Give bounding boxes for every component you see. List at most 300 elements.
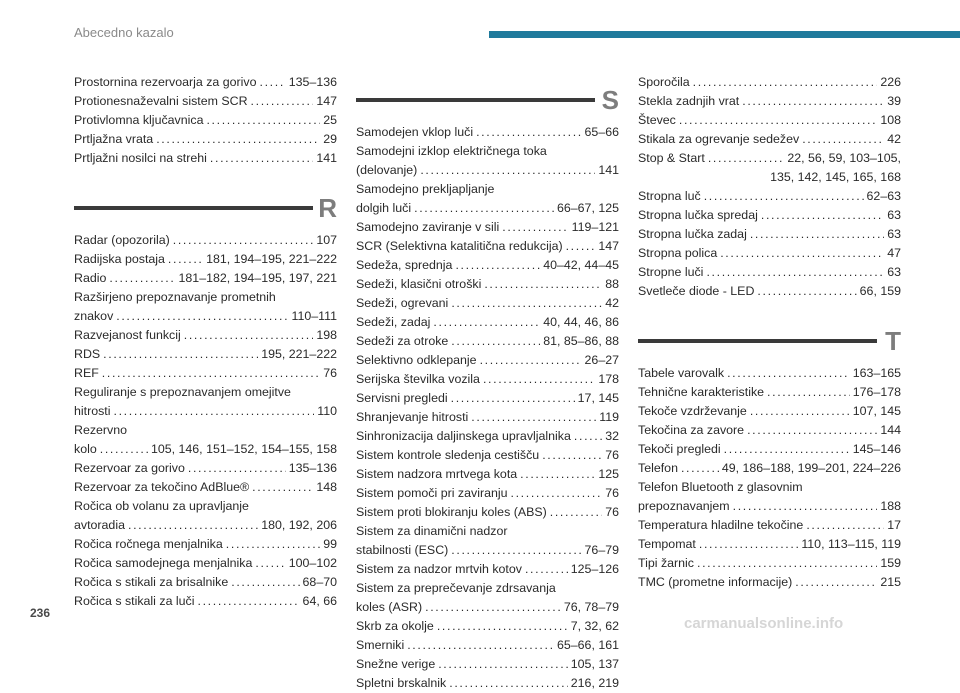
entry-term: Sistem proti blokiranju koles (ABS) [356,505,547,519]
entry-pages: 125 [598,467,619,481]
entry-term: Razširjeno prepoznavanje prometnih [74,290,276,304]
entry-term: dolgih luči [356,201,412,215]
entry-term: Samodejno prekljapljanje [356,182,495,196]
index-entry-line [74,516,337,535]
section-header-r [74,183,337,223]
entry-pages: 125–126 [570,562,619,576]
entry-term: Samodejen vklop luči [356,125,474,139]
leader-dots [198,592,300,611]
entry-pages: 76 [605,448,619,462]
index-entry-line [74,421,337,440]
index-entry-line [356,579,619,598]
entry-term: Radar (opozorila) [74,233,170,247]
entry-term: Sedeži, zadaj [356,315,431,329]
index-entry-line [74,535,337,554]
entry-term: Sedeži, ogrevani [356,296,449,310]
section-letter: T [885,326,901,356]
leader-dots [520,465,595,484]
index-entry-line [74,288,337,307]
index-entry [74,535,337,554]
index-entry [356,636,619,655]
index-entry [356,218,619,237]
entry-pages: 32 [605,429,619,443]
index-entry-line [74,231,337,250]
index-entry-line [356,275,619,294]
leader-dots [511,484,603,503]
index-entry-line [356,446,619,465]
entry-pages: 63 [887,265,901,279]
index-entry [638,459,901,478]
leader-dots [226,535,320,554]
index-entry-line [356,332,619,351]
index-entry-line [356,674,619,693]
entry-term: Serijska številka vozila [356,372,480,386]
section-rule [638,339,877,343]
leader-dots [750,402,850,421]
index-entry [638,478,901,516]
entry-pages: 108 [880,113,901,127]
entry-term: Tekočina za zavore [638,423,745,437]
entry-pages: 99 [323,537,337,551]
entry-pages: 180, 192, 206 [261,518,337,532]
entry-term: Spletni brskalnik [356,676,447,690]
leader-dots [414,199,554,218]
entry-term: Samodejno zaviranje v sili [356,220,500,234]
index-entry-line [356,161,619,180]
index-entry-line [356,294,619,313]
index-entry-line [74,73,337,92]
leader-dots [795,573,877,592]
leader-dots [767,383,850,402]
index-entry-line [356,351,619,370]
leader-dots [574,427,602,446]
index-entry [74,250,337,269]
index-entry-line [356,465,619,484]
entry-term: Sedeži za otroke [356,334,449,348]
entry-pages: 181–182, 194–195, 197, 221 [178,271,337,285]
entry-pages: 226 [880,75,901,89]
entry-term: avtoradia [74,518,125,532]
entry-pages: 105, 146, 151–152, 154–155, 158 [150,442,337,456]
entry-pages: 76 [323,366,337,380]
index-entry-line [638,440,901,459]
index-entry [74,269,337,288]
index-entry-line [638,421,901,440]
entry-term: Sistem pomoči pri zaviranju [356,486,508,500]
leader-dots [451,332,540,351]
entry-term: Shranjevanje hitrosti [356,410,469,424]
index-entry-line [638,282,901,301]
entry-term: Stropna lučka zadaj [638,227,747,241]
page-header-title: Abecedno kazalo [74,25,174,40]
index-entry-line [74,592,337,611]
index-entry [356,142,619,180]
index-entry-line [638,73,901,92]
index-entry-line [638,92,901,111]
index-entry-line [74,250,337,269]
leader-dots [451,389,575,408]
entry-term: Skrb za okolje [356,619,434,633]
entry-term: Ročica samodejnega menjalnika [74,556,253,570]
entry-pages: 40, 44, 46, 86 [543,315,619,329]
index-entry [356,389,619,408]
index-entry-line [356,598,619,617]
entry-pages: 42 [605,296,619,310]
leader-dots [449,674,568,693]
index-entry-line [638,402,901,421]
index-entry [74,111,337,130]
entry-pages: 100–102 [288,556,337,570]
leader-dots [437,617,568,636]
entry-pages: 63 [887,227,901,241]
entry-pages: 105, 137 [570,657,619,671]
index-entry [74,459,337,478]
index-entry [74,573,337,592]
index-entry [74,592,337,611]
leader-dots [116,307,288,326]
index-entry-line [638,364,901,383]
entry-pages: 145–146 [852,442,901,456]
index-entry-line [638,149,901,168]
entry-pages: 42 [887,132,901,146]
section-rule [356,98,595,102]
entry-pages: 135, 142, 145, 165, 168 [770,170,901,184]
section-rule [74,206,313,210]
index-entry [356,427,619,446]
entry-pages: 40–42, 44–45 [543,258,619,272]
leader-dots [252,478,313,497]
entry-term: Rezervno [74,423,128,437]
index-entry [356,313,619,332]
entry-term: prepoznavanjem [638,499,730,513]
index-entry [356,446,619,465]
leader-dots [697,554,877,573]
index-entry [356,484,619,503]
leader-dots [255,554,285,573]
entry-term: Radijska postaja [74,252,165,266]
entry-pages: 159 [880,556,901,570]
watermark: carmanualsonline.info [684,615,844,632]
entry-pages: 195, 221–222 [261,347,337,361]
entry-term: Ročica s stikali za luči [74,594,195,608]
index-entry-line [356,123,619,142]
entry-term: Števec [638,113,676,127]
index-entry-line [74,402,337,421]
index-entry [74,554,337,573]
entry-pages: 66–67, 125 [556,201,619,215]
entry-term: Tekoče vzdrževanje [638,404,747,418]
leader-dots [188,459,286,478]
index-entry-line [74,573,337,592]
entry-term: Sistem za dinamični nadzor [356,524,508,538]
entry-pages: 26–27 [584,353,619,367]
index-entry [638,535,901,554]
leader-dots [566,237,596,256]
index-entry [638,244,901,263]
header-accent-bar [489,31,960,38]
leader-dots [742,92,884,111]
entry-term: Temperatura hladilne tekočine [638,518,804,532]
leader-dots [525,560,568,579]
entry-pages: 107, 145 [852,404,901,418]
entry-term: Razvejanost funkcij [74,328,181,342]
index-entry-line [638,168,901,187]
entry-term: Sporočila [638,75,690,89]
leader-dots [184,326,314,345]
entry-pages: 181, 194–195, 221–222 [206,252,337,266]
entry-term: Sistem nadzora mrtvega kota [356,467,518,481]
index-entry [74,478,337,497]
entry-term: Rezervoar za tekočino AdBlue® [74,480,250,494]
leader-dots [708,149,785,168]
entry-term: Samodejni izklop električnega toka [356,144,547,158]
entry-pages: 110 [317,404,337,418]
entry-pages: 17 [887,518,901,532]
leader-dots [542,446,602,465]
entry-pages: 135–136 [288,461,337,475]
leader-dots [128,516,258,535]
index-entry-line [356,427,619,446]
index-entry-line [74,111,337,130]
index-entry [74,92,337,111]
index-entry-line [356,180,619,199]
leader-dots [206,111,320,130]
index-entry-line [74,554,337,573]
entry-pages: 76, 78–79 [563,600,619,614]
index-entry [356,560,619,579]
entry-term: Sedeži, klasični otroški [356,277,482,291]
entry-term: Svetleče diode - LED [638,284,755,298]
leader-dots [100,440,148,459]
entry-pages: 110, 113–115, 119 [801,537,901,551]
index-entry-line [74,478,337,497]
index-entry-line [356,560,619,579]
index-entry [638,130,901,149]
index-entry [638,187,901,206]
index-entry-line [638,263,901,282]
index-entry [74,149,337,168]
leader-dots [706,263,884,282]
entry-pages: 7, 32, 62 [570,619,619,633]
entry-term: Rezervoar za gorivo [74,461,185,475]
entry-pages: 81, 85–86, 88 [543,334,619,348]
index-entry [356,256,619,275]
index-entry-line [74,130,337,149]
index-entry-line [638,225,901,244]
entry-term: REF [74,366,99,380]
index-entry [356,351,619,370]
entry-term: Telefon Bluetooth z glasovnim [638,480,803,494]
index-entry-line [356,655,619,674]
leader-dots [114,402,315,421]
index-entry-line [356,617,619,636]
entry-pages: 216, 219 [570,676,619,690]
leader-dots [681,459,719,478]
index-entry-line [356,370,619,389]
entry-term: hitrosti [74,404,111,418]
entry-pages: 63 [887,208,901,222]
index-entry-line [356,408,619,427]
index-entry-line [638,535,901,554]
entry-term: Sistem za preprečevanje zdrsavanja [356,581,556,595]
entry-term: TMC (prometne informacije) [638,575,793,589]
entry-pages: 25 [323,113,337,127]
index-entry [356,370,619,389]
index-entry [74,497,337,535]
index-entry-line [74,149,337,168]
entry-pages: 198 [316,328,337,342]
leader-dots [438,655,568,674]
leader-dots [173,231,314,250]
leader-dots [484,275,602,294]
index-entry [74,130,337,149]
entry-term: Prtljažni nosilci na strehi [74,151,207,165]
index-entry-line [356,237,619,256]
index-entry-line [638,497,901,516]
index-entry-line [356,199,619,218]
entry-pages: 22, 56, 59, 103–105, [787,151,901,165]
index-entry-line [74,440,337,459]
page-number: 236 [30,606,51,620]
index-entry [356,275,619,294]
entry-pages: 188 [880,499,901,513]
leader-dots [407,636,554,655]
entry-term: Stropna lučka spredaj [638,208,758,222]
entry-pages: 107 [316,233,337,247]
index-entry-line [638,130,901,149]
leader-dots [251,92,314,111]
index-entry-line [356,142,619,161]
entry-pages: 148 [316,480,337,494]
entry-term: Stropna polica [638,246,718,260]
index-entry-line [356,256,619,275]
entry-pages: 47 [887,246,901,260]
index-entry [356,503,619,522]
index-entry [356,655,619,674]
entry-term: Ročica ob volanu za upravljanje [74,499,249,513]
index-entry [356,123,619,142]
index-entry [356,180,619,218]
index-entry-line [74,497,337,516]
index-entry-line [638,206,901,225]
leader-dots [704,187,864,206]
index-entry-line [356,636,619,655]
index-entry [638,364,901,383]
entry-term: Sinhronizacija daljinskega upravljalnika [356,429,571,443]
leader-dots [747,421,877,440]
index-entry-line [74,383,337,402]
entry-term: koles (ASR) [356,600,423,614]
leader-dots [550,503,602,522]
index-entry [356,408,619,427]
index-entry [74,421,337,459]
entry-term: Tekoči pregledi [638,442,721,456]
entry-term: Ročica s stikali za brisalnike [74,575,229,589]
leader-dots [103,345,258,364]
section-letter: R [318,193,337,223]
entry-term: Prostornina rezervoarja za gorivo [74,75,257,89]
index-entry [638,111,901,130]
entry-pages: 64, 66 [302,594,337,608]
leader-dots [451,294,602,313]
entry-term: Protivlomna ključavnica [74,113,204,127]
index-entry-line [638,573,901,592]
entry-pages: 110–111 [291,309,337,323]
leader-dots [806,516,884,535]
entry-pages: 62–63 [866,189,901,203]
entry-term: Stropna luč [638,189,701,203]
entry-term: Snežne verige [356,657,436,671]
entry-term: Stekla zadnjih vrat [638,94,740,108]
entry-pages: 176–178 [852,385,901,399]
leader-dots [476,123,581,142]
section-header-s [356,75,619,115]
section-letter: S [601,85,619,115]
entry-pages: 17, 145 [577,391,619,405]
entry-term: Tehnične karakteristike [638,385,765,399]
index-entry-line [638,459,901,478]
index-entry [638,225,901,244]
leader-dots [693,73,878,92]
index-entry [638,282,901,301]
index-entry [638,440,901,459]
entry-term: kolo [74,442,97,456]
leader-dots [802,130,884,149]
leader-dots [168,250,203,269]
index-entry-line [356,484,619,503]
index-entry [638,516,901,535]
section-header-t [638,316,901,356]
entry-pages: 49, 186–188, 199–201, 224–226 [721,461,901,475]
entry-term: Tempomat [638,537,696,551]
index-entry [74,231,337,250]
entry-pages: 147 [598,239,619,253]
leader-dots [433,313,540,332]
leader-dots [724,440,850,459]
index-entry-line [356,218,619,237]
index-entry [638,206,901,225]
index-entry-line [74,307,337,326]
index-entry [356,294,619,313]
index-entry-line [638,478,901,497]
index-entry [74,383,337,421]
entry-term: Sedeža, sprednja [356,258,453,272]
index-entry-line [638,111,901,130]
index-entry [638,573,901,592]
entry-pages: 76–79 [584,543,619,557]
index-entry [356,332,619,351]
entry-term: Sistem za nadzor mrtvih kotov [356,562,522,576]
index-entry-line [356,313,619,332]
entry-term: RDS [74,347,101,361]
index-entry-line [356,522,619,541]
entry-term: Radio [74,271,107,285]
entry-pages: 135–136 [288,75,337,89]
entry-term: Stop & Start [638,151,705,165]
leader-dots [699,535,798,554]
leader-dots [750,225,884,244]
entry-pages: 76 [605,486,619,500]
entry-term: (delovanje) [356,163,418,177]
index-entry [74,73,337,92]
entry-term: stabilnosti (ESC) [356,543,449,557]
index-entry [74,326,337,345]
entry-term: Ročica ročnega menjalnika [74,537,223,551]
index-entry [356,522,619,560]
entry-pages: 141 [316,151,337,165]
leader-dots [483,370,595,389]
index-entry-line [74,345,337,364]
